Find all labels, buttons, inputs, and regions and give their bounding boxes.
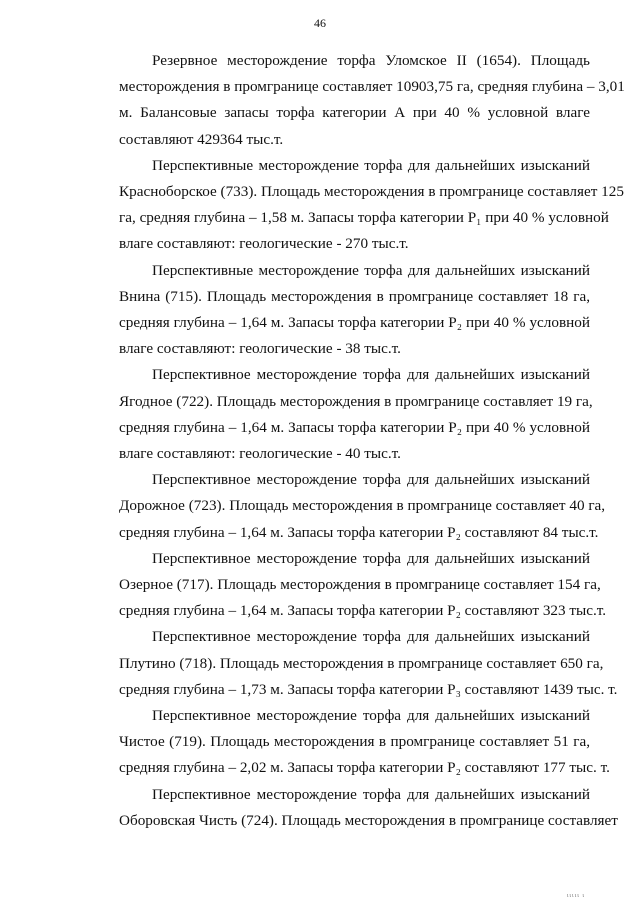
text-line: средняя глубина – 1,64 м. Запасы торфа категории Р₂ при 40 % условной [119, 314, 590, 332]
text-line: Перспективное месторождение торфа для дальнейших изысканий [152, 471, 590, 489]
paragraph-vnina [86, 258, 590, 363]
paragraph-krasnoborskoe [86, 153, 624, 258]
paragraph-plutino [86, 624, 618, 703]
text-line: Оборовская Чисть (724). Площадь месторождения в промгранице составляет [119, 811, 618, 829]
paragraph-uloмskoe [86, 48, 625, 153]
text-line: влаге составляют: геологические - 40 тыс.т. [119, 445, 401, 463]
page-number: 46 [314, 16, 326, 30]
paragraph-oborovskaya [86, 782, 618, 834]
text-line: га, средняя глубина – 1,58 м. Запасы торфа категории Р₁ при 40 % условной [119, 209, 609, 227]
paragraph-ozernoe [86, 546, 607, 625]
text-line: Резервное месторождение торфа Уломское II (1654). Площадь [152, 52, 590, 69]
text-line: составляют 429364 тыс.т. [119, 130, 284, 148]
text-line: влаге составляют: геологические - 38 тыс.т. [119, 340, 401, 358]
text-line: средняя глубина – 1,64 м. Запасы торфа категории Р₂ при 40 % условной [119, 418, 590, 436]
text-line: Перспективное месторождение торфа для дальнейших изысканий [152, 628, 590, 646]
text-line: средняя глубина – 1,64 м. Запасы торфа категории Р₂ составляют 323 тыс.т. [119, 602, 607, 620]
paragraph-dorozhnoe [86, 467, 606, 546]
text-line: Дорожное (723). Площадь месторождения в промгранице составляет 40 га, [119, 497, 606, 515]
document-body [86, 48, 625, 834]
text-line: влаге составляют: геологические - 270 тыс.т. [119, 235, 409, 253]
text-line: Чистое (719). Площадь месторождения в промгранице составляет 51 га, [119, 733, 590, 751]
paragraph-yagodnoe [86, 362, 593, 467]
text-line: Внина (715). Площадь месторождения в промгранице составляет 18 га, [119, 287, 590, 305]
scan-mark: ιιιιι ι [566, 893, 585, 899]
text-line: Перспективные месторождение торфа для дальнейших изысканий [152, 261, 590, 279]
text-line: Плутино (718). Площадь месторождения в промгранице составляет 650 га, [119, 654, 604, 672]
text-line: Перспективное месторождение торфа для дальнейших изысканий [152, 549, 590, 567]
paragraph-chistoe [86, 703, 610, 782]
text-line: средняя глубина – 2,02 м. Запасы торфа категории Р₂ составляют 177 тыс. т. [119, 759, 610, 777]
text-line: Перспективное месторождение торфа для дальнейших изысканий [152, 366, 590, 384]
text-line: Перспективные месторождение торфа для дальнейших изысканий [152, 156, 590, 174]
text-line: Озерное (717). Площадь месторождения в промгранице составляет 154 га, [119, 576, 601, 594]
text-line: Ягодное (722). Площадь месторождения в промгранице составляет 19 га, [119, 392, 593, 410]
text-line: Красноборское (733). Площадь месторождения в промгранице составляет 125 [119, 183, 624, 201]
text-line: средняя глубина – 1,64 м. Запасы торфа категории Р₂ составляют 84 тыс.т. [119, 523, 599, 541]
text-line: Перспективное месторождение торфа для дальнейших изысканий [152, 707, 590, 725]
text-line: средняя глубина – 1,73 м. Запасы торфа категории Р₃ составляют 1439 тыс. т. [119, 680, 618, 698]
text-line: м. Балансовые запасы торфа категории А при 40 % условной влаге [119, 104, 590, 122]
text-line: Перспективное месторождение торфа для дальнейших изысканий [152, 785, 590, 803]
text-line: месторождения в промгранице составляет 10903,75 га, средняя глубина – 3,01 [119, 78, 625, 96]
